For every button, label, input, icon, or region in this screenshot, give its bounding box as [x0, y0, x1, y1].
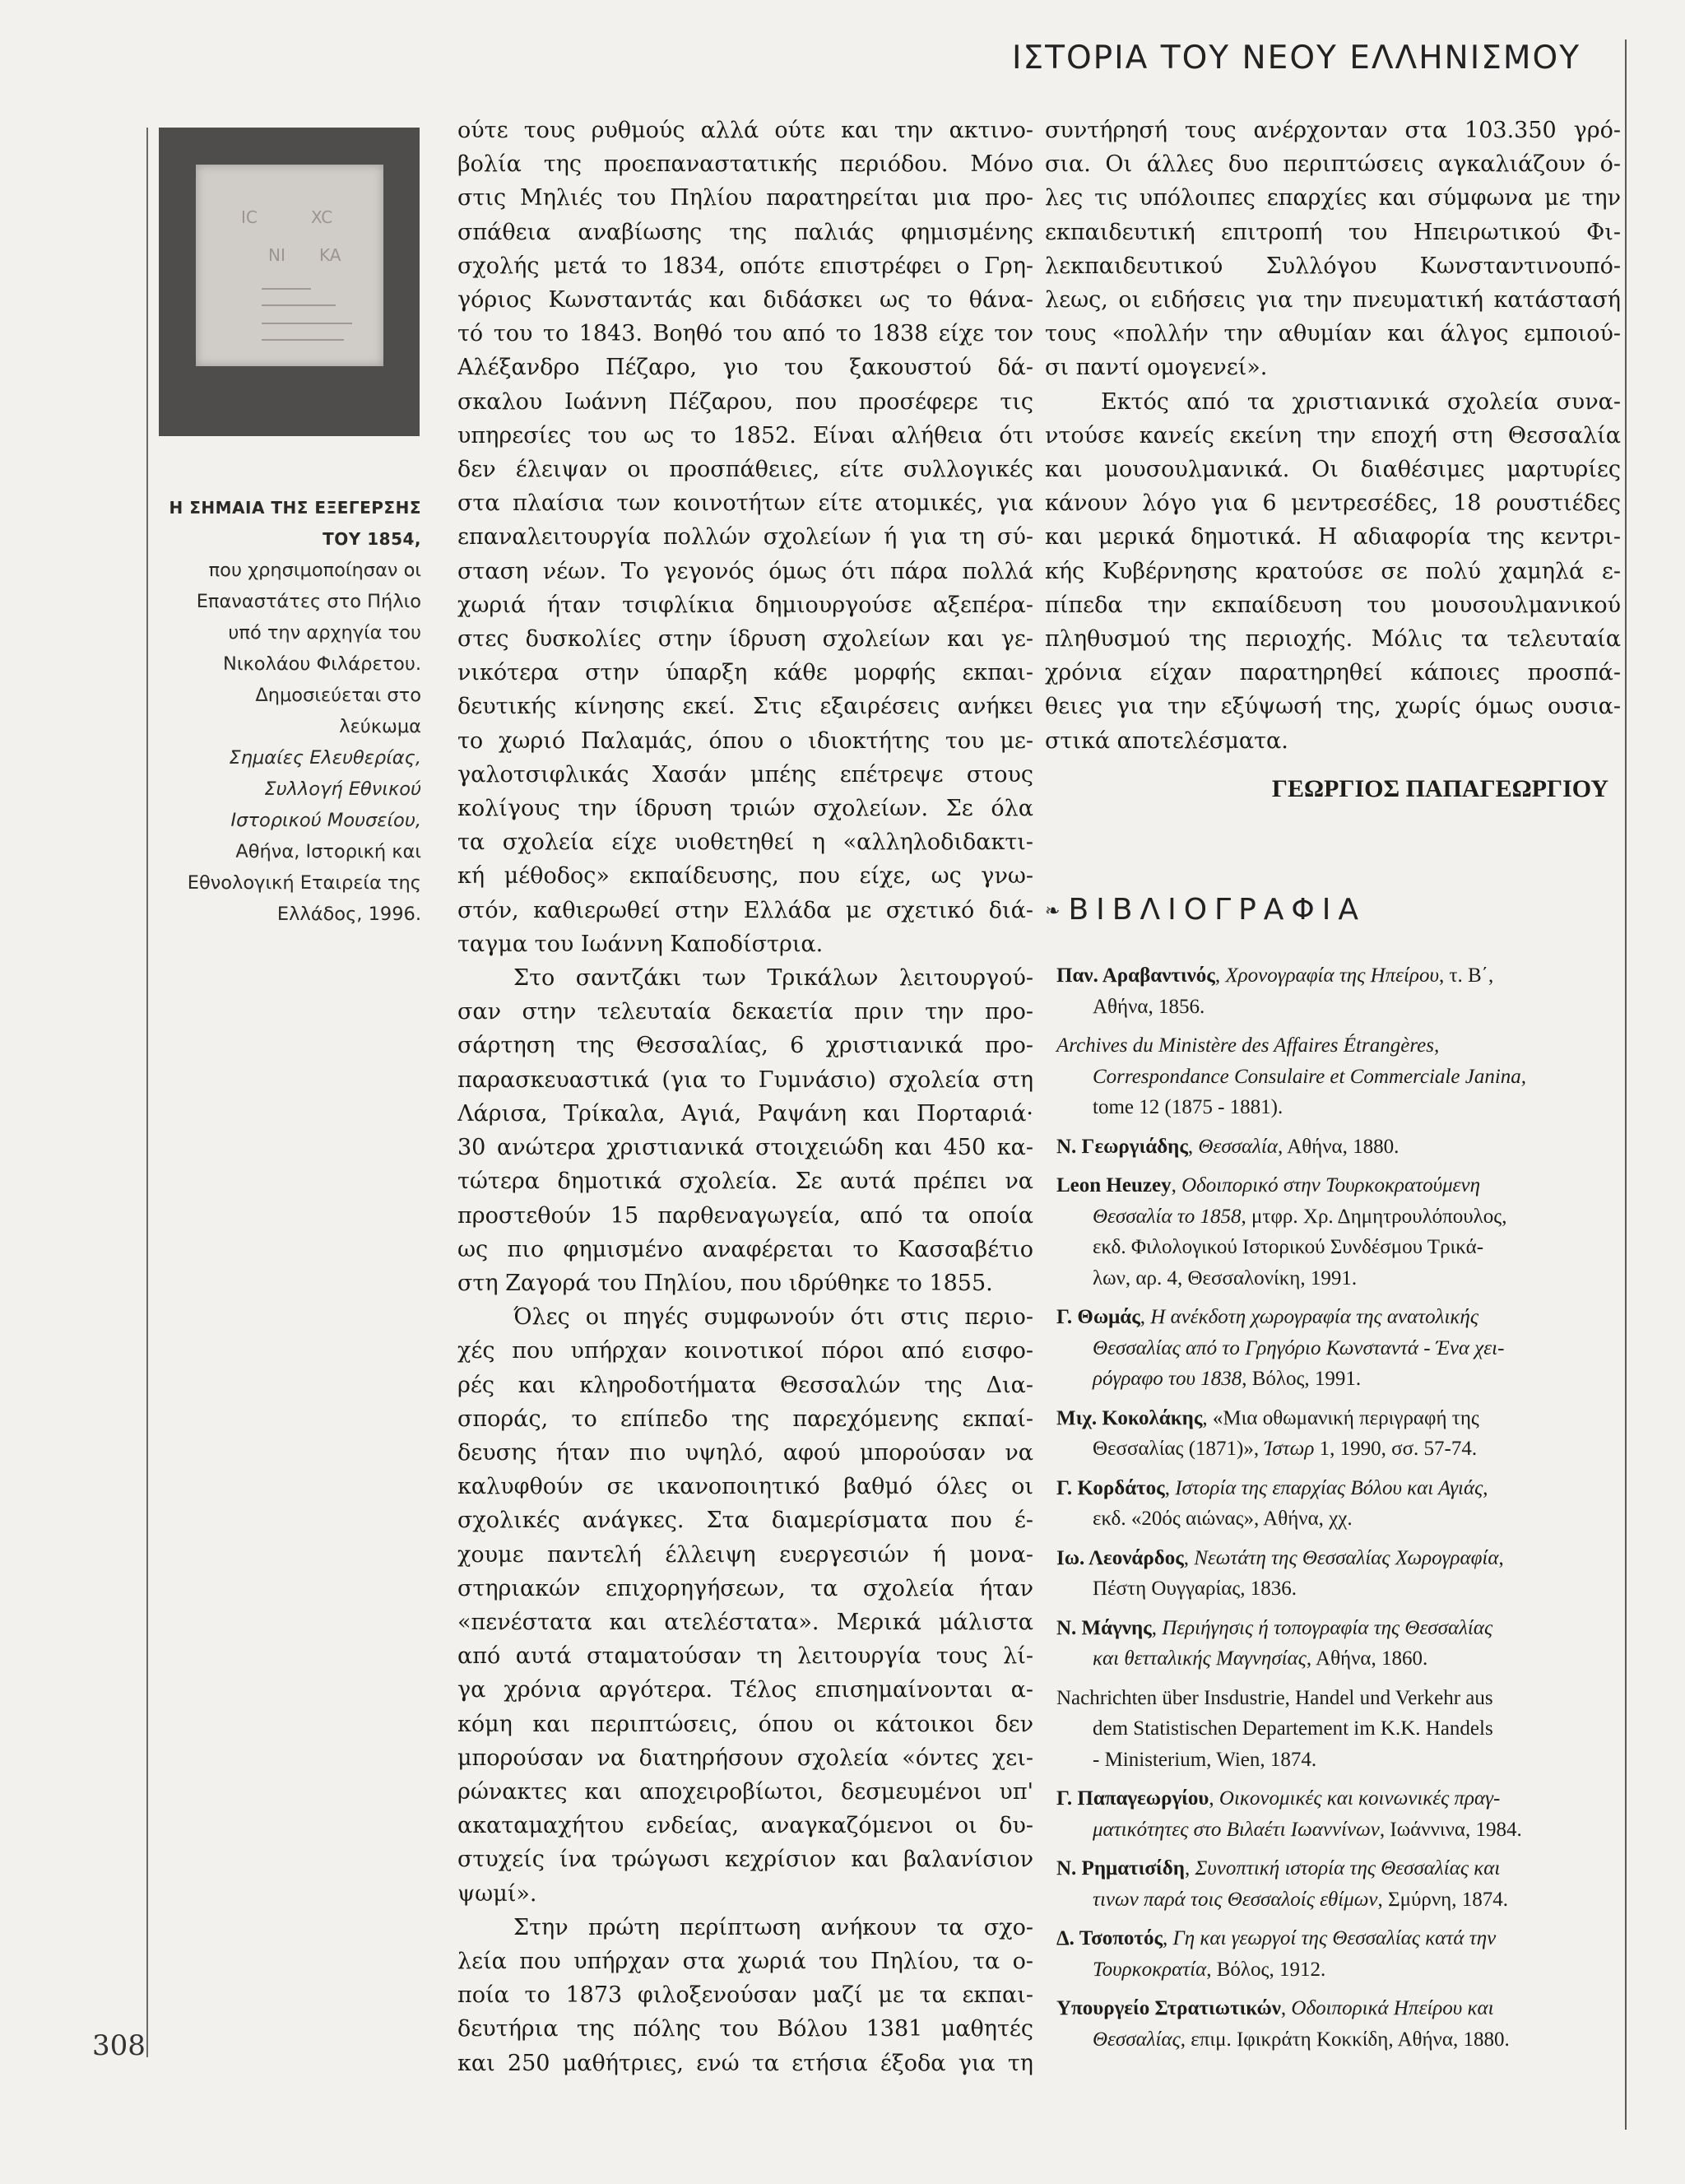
bibliography-list [1056, 960, 1616, 2063]
text-line: ταγμα του Ιωάννη Καποδίστρια. [457, 931, 824, 957]
text-line: εκπαιδευτική επιτροπή του Ηπειρωτικού Φι- [1045, 219, 1621, 245]
bibliography-text: , [1209, 1787, 1219, 1810]
page-number: 308 [92, 2029, 146, 2062]
text-line: κόμη και περιπτώσεις, όπου οι κάτοικοι δεν [457, 1711, 1033, 1737]
text-line: στικά αποτελέσματα. [1045, 727, 1288, 754]
bibliography-author: Ν. Μάγνης [1056, 1616, 1152, 1639]
bibliography-title: Ιστορία της επαρχίας Βόλου και Αγιάς [1175, 1476, 1483, 1499]
bibliography-entry [1056, 1783, 1616, 1845]
bibliography-text: , Βόλος, 1991. [1242, 1368, 1362, 1390]
bibliography-title: Ίστωρ [1264, 1438, 1315, 1460]
bibliography-title: Θεσσαλία [1198, 1135, 1279, 1158]
bibliography-line [1056, 1473, 1616, 1504]
text-line: δευτήρια της πόλης του Βόλου 1381 μαθητές [457, 2016, 1033, 2042]
bibliography-line [1056, 1201, 1616, 1233]
text-line: ρές και κληροδοτήματα Θεσσαλών της Δια- [457, 1372, 1033, 1398]
text-line: ρώνακτες και αποχειροβίωτοι, δεσμευμένοι υπ' [457, 1778, 1033, 1805]
text-line: γαλοτσιφλικάς Χασάν μπέης επέτρεψε στους [457, 761, 1033, 788]
text-line: τό του το 1843. Βοηθό του από το 1838 είχε τον [457, 321, 1033, 347]
bibliography-line [1056, 1954, 1616, 1986]
bibliography-text: Πέστη Ουγγαρίας, 1836. [1093, 1578, 1297, 1600]
text-column-middle [457, 114, 1033, 2080]
text-line: βολία της προεπαναστατικής περιόδου. Μόνο [457, 151, 1033, 178]
bibliography-line [1056, 1232, 1616, 1263]
text-line: στες δυσκολίες στην ίδρυση σχολείων και γε- [457, 626, 1033, 653]
text-line: λεκπαιδευτικού Συλλόγου Κωνσταντινουπό- [1045, 253, 1621, 279]
bibliography-line [1056, 1815, 1616, 1846]
bibliography-text: , [1140, 1306, 1151, 1328]
text-line: και 250 μαθήτριες, ενώ τα ετήσια έξοδα για τη [457, 2050, 1033, 2076]
bibliography-text: λων, αρ. 4, Θεσσαλονίκη, 1991. [1093, 1266, 1358, 1289]
bibliography-text: , [1187, 1135, 1199, 1158]
text-line: δευτικής κίνησης εκεί. Στις εξαιρέσεις ανήκει [457, 694, 1033, 720]
bibliography-entry [1056, 1170, 1616, 1294]
bibliography-title: Οικονομικές και κοινωνικές πραγ- [1218, 1787, 1501, 1810]
text-line: κάνουν λόγο για 6 μεντρεσέδες, 18 ρουστιέδες [1045, 490, 1621, 517]
caption-line: Δημοσιεύεται στο [255, 685, 421, 706]
bibliography-line [1056, 1503, 1616, 1535]
text-line: ούτε τους ρυθμούς αλλά ούτε και την ακτινο- [457, 118, 1033, 143]
text-line: σαν στην τελευταία δεκαετία πριν την προ- [457, 999, 1033, 1025]
caption-title-line: Η ΣΗΜΑΙΑ ΤΗΣ ΕΞΕΓΕΡΣΗΣ [169, 498, 421, 518]
text-line: θειες για την εξύψωσή της, χωρίς όμως ουσια- [1045, 694, 1621, 720]
bibliography-title: ματικότητες στο Βιλαέτι Ιωαννίνων [1093, 1818, 1380, 1841]
bibliography-line [1056, 1573, 1616, 1605]
text-line: σι παντί ομογενεί». [1045, 355, 1268, 381]
bibliography-text: εκδ. Φιλολογικού Ιστορικού Συνδέσμου Τρικά- [1093, 1236, 1484, 1258]
text-line: σχολικές ανάγκες. Στα διαμερίσματα που έ- [457, 1508, 1033, 1534]
bibliography-entry [1056, 1473, 1616, 1535]
caption-line: Σημαίες Ελευθερίας, [229, 747, 421, 769]
bibliography-line [1056, 1302, 1616, 1333]
text-line: τους «πολλήν την αθυμίαν και άλγος εμποιού- [1045, 321, 1621, 347]
text-line: σάρτηση της Θεσσαλίας, 6 χριστιανικά προ- [457, 1033, 1033, 1059]
bibliography-line [1056, 1613, 1616, 1644]
text-line: νικότερα στην ύπαρξη κάθε μορφής εκπαι- [457, 660, 1033, 686]
bibliography-text: dem Statistischen Departement im K.K. Handels [1093, 1717, 1493, 1740]
left-column-rule [146, 128, 148, 2057]
text-line: από αυτά σταματούσαν τη λειτουργία τους λί- [457, 1643, 1033, 1670]
bibliography-text: tome 12 (1875 - 1881). [1093, 1096, 1283, 1118]
bibliography-text: , [1183, 1546, 1195, 1569]
bibliography-title: Γη και γεωργοί της Θεσσαλίας κατά την [1172, 1927, 1497, 1949]
flag-image: IC XC NI KA [196, 165, 383, 366]
bibliography-line [1056, 1643, 1616, 1675]
bibliography-author: Γ. Κορδάτος [1056, 1476, 1165, 1499]
text-line: σκαλου Ιωάννη Πέζαρου, που προσέφερε τις [457, 388, 1033, 415]
bibliography-line [1056, 1333, 1616, 1364]
text-line: Στην πρώτη περίπτωση ανήκουν τα σχο- [513, 1914, 1033, 1940]
bibliography-line [1056, 1543, 1616, 1574]
bibliography-line [1056, 1062, 1616, 1093]
text-line: στηριακών επιχορηγήσεων, τα σχολεία ήταν [457, 1575, 1033, 1601]
bibliography-title: Archives du Ministère des Affaires Étrangères, [1056, 1034, 1440, 1057]
text-line: Λάρισα, Τρίκαλα, Αγιά, Ραψάνη και Πορταριά· [457, 1100, 1033, 1127]
bibliography-title: Περιήγησις ή τοπογραφία της Θεσσαλίας [1162, 1616, 1493, 1639]
bibliography-entry [1056, 1853, 1616, 1915]
bibliography-title: τινων παρά τοις Θεσσαλοίς εθίμων [1093, 1888, 1378, 1911]
figure-caption [165, 492, 421, 930]
text-line: λεως, οι ειδήσεις για την πνευματική κατάστασή [1045, 287, 1621, 314]
bibliography-text: - Ministerium, Wien, 1874. [1093, 1748, 1317, 1771]
bibliography-text: Αθήνα, 1856. [1093, 995, 1205, 1018]
bibliography-entry [1056, 1923, 1616, 1985]
bibliography-title: Οδοιπορικά Ηπείρου και [1291, 1997, 1494, 2019]
text-line: το χωριό Παλαμάς, όπου ο ιδιοκτήτης του με- [457, 727, 1033, 754]
text-line: κή μέθοδος» εκπαίδευσης, που είχε, ως γνω- [457, 863, 1033, 890]
bibliography-text: , [1214, 964, 1226, 987]
text-line: γόριος Κωνσταντάς και διδάσκει ως το θάνα- [457, 287, 1033, 314]
bibliography-entry [1056, 1302, 1616, 1395]
text-column-right [1045, 114, 1621, 758]
bibliography-line [1056, 1923, 1616, 1954]
bibliography-line [1056, 1364, 1616, 1395]
text-line: σπάθεια αναβίωσης της παλιάς φημισμένης [457, 219, 1033, 245]
bibliography-entry [1056, 1403, 1616, 1465]
caption-line: Ιστορικού Μουσείου, [230, 810, 421, 831]
caption-line: Αθήνα, Ιστορική και [235, 841, 421, 862]
bibliography-line [1056, 1434, 1616, 1465]
text-line: σια. Οι άλλες δυο περιπτώσεις αγκαλιάζουν ό- [1045, 151, 1621, 178]
author-signature: ΓΕΩΡΓΙΟΣ ΠΑΠΑΓΕΩΡΓΙΟΥ [1271, 775, 1608, 802]
bibliography-line [1056, 1783, 1616, 1815]
bibliography-text: , [1483, 1476, 1488, 1499]
text-line: μπορούσαν να διατηρήσουν σχολεία «όντες χει- [457, 1745, 1033, 1771]
bibliography-text: Nachrichten über Insdustrie, Handel und Verkehr aus [1056, 1686, 1493, 1709]
text-line: γα χρόνια αργότερα. Τέλος επισημαίνονται α- [457, 1677, 1033, 1703]
bibliography-title: Συνοπτική ιστορία της Θεσσαλίας και [1195, 1857, 1501, 1880]
bibliography-text: , επιμ. Ιφικράτη Κοκκίδη, Αθήνα, 1880. [1180, 2028, 1510, 2051]
bibliography-line [1056, 1131, 1616, 1163]
bibliography-title: Οδοιπορικό στην Τουρκοκρατούμενη [1181, 1174, 1480, 1197]
bibliography-title: και θετταλικής Μαγνησίας [1093, 1647, 1307, 1670]
flag-photo [159, 128, 420, 436]
caption-title-line: ΤΟΥ 1854, [323, 529, 421, 549]
bullet-icon: ❧ [1045, 900, 1061, 922]
bibliography-text: , [1498, 1546, 1504, 1569]
bibliography-author: Υπουργείο Στρατιωτικών [1056, 1997, 1281, 2019]
bibliography-line [1056, 1403, 1616, 1434]
text-line: πίπεδα την εκπαίδευση του μουσουλμανικού [1045, 592, 1621, 618]
caption-line: Εθνολογική Εταιρεία της [187, 872, 421, 894]
bibliography-author: Ιω. Λεονάρδος [1056, 1546, 1184, 1569]
bibliography-text: 1, 1990, σσ. 57-74. [1314, 1438, 1478, 1460]
bibliography-entry [1056, 960, 1616, 1022]
bibliography-text: , Σμύρνη, 1874. [1377, 1888, 1508, 1911]
bibliography-text: , «Μια οθωμανική περιγραφή της [1202, 1406, 1479, 1429]
text-line: χωριά ήταν τσιφλίκια δημιουργούσε αξεπέρα- [457, 592, 1033, 618]
caption-line: που χρησιμοποίησαν οι [208, 560, 421, 581]
text-line: χρόνια είχαν παρατηρηθεί κάποιες προσπά- [1045, 660, 1621, 686]
bibliography-line [1056, 1884, 1616, 1916]
bibliography-author: Γ. Θωμάς [1056, 1306, 1140, 1328]
bibliography-line [1056, 1092, 1616, 1123]
text-line: Εκτός από τα χριστιανικά σχολεία συνα- [1101, 388, 1621, 415]
bibliography-title: Χρονογραφία της Ηπείρου [1225, 964, 1439, 987]
bibliography-title: Θεσσαλία το 1858 [1093, 1205, 1242, 1228]
caption-line: Επαναστάτες στο Πήλιο [196, 591, 421, 612]
bibliography-entry [1056, 1993, 1616, 2055]
text-line: Όλες οι πηγές συμφωνούν ότι στις περιο- [513, 1304, 1033, 1331]
bibliography-text: , [1280, 1997, 1292, 2019]
bibliography-author: Γ. Παπαγεωργίου [1056, 1787, 1209, 1810]
text-line: πληθυσμού της περιοχής. Μόλις τα τελευταία [1045, 626, 1621, 653]
bibliography-author: Ν. Γεωργιάδης [1056, 1135, 1188, 1158]
bibliography-entry [1056, 1613, 1616, 1675]
bibliography-text: , [1151, 1616, 1163, 1639]
text-line: κής Κυβέρνησης κρατούσε σε πολύ χαμηλά ε- [1045, 558, 1621, 584]
bibliography-title: Correspondance Consulaire et Commerciale Janina, [1093, 1065, 1527, 1088]
bibliography-entry [1056, 1543, 1616, 1605]
bibliography-author: Παν. Αραβαντινός [1056, 964, 1215, 987]
bibliography-text: , Αθήνα, 1860. [1306, 1647, 1428, 1670]
bibliography-line [1056, 2024, 1616, 2056]
text-line: προστεθούν 15 παρθεναγωγεία, από τα οποία [457, 1202, 1033, 1229]
text-line: 30 ανώτερα χριστιανικά στοιχειώδη και 450 κα- [457, 1135, 1033, 1161]
text-line: στυχείς ίνα τρώγωσι κεχρίσιον και βαλανίσιον [457, 1847, 1033, 1873]
text-line: κολίγους την ίδρυση τριών σχολείων. Σε όλα [457, 796, 1033, 822]
bibliography-text: , μτφρ. Χρ. Δημητρουλόπουλος, [1241, 1205, 1507, 1228]
text-line: ψωμί». [457, 1880, 537, 1907]
text-line: Στο σαντζάκι των Τρικάλων λειτουργού- [513, 965, 1033, 992]
text-line: τα σχολεία είχε υιοθετηθεί η «αλληλοδιδακτι- [457, 829, 1033, 856]
text-line: λες τις υπόλοιπες επαρχίες και σύμφωνα με την [1045, 185, 1621, 211]
bibliography-text: Θεσσαλίας (1871)», [1093, 1438, 1265, 1460]
text-line: σποράς, το επίπεδο της παρεχόμενης εκπαί- [457, 1406, 1033, 1432]
text-line: παρασκευαστικά (για το Γυμνάσιο) σχολεία στη [457, 1066, 1033, 1093]
text-line: σχολής μετά το 1834, οπότε επιστρέφει ο Γρη- [457, 253, 1033, 279]
bibliography-heading [1045, 893, 1366, 927]
caption-line: Νικολάου Φιλάρετου. [223, 653, 421, 675]
bibliography-line [1056, 1030, 1616, 1062]
bibliography-entry [1056, 1683, 1616, 1776]
text-line: ως πιο φημισμένο αναφέρεται το Κασσαβέτιο [457, 1236, 1033, 1262]
text-line: ποία το 1873 φιλοξενούσαν μαζί με τα εκπαι- [457, 1982, 1033, 2009]
bibliography-line [1056, 1745, 1616, 1776]
bibliography-line [1056, 960, 1616, 992]
text-line: λεία που υπήρχαν στα χωριά του Πηλίου, τα ο- [457, 1948, 1033, 1974]
text-line: δευσης ήταν πιο υψηλό, αφού μπορούσαν να [457, 1439, 1033, 1466]
bibliography-line [1056, 1683, 1616, 1714]
text-line: καλυφθούν σε ικανοποιητικό βαθμό όλες οι [457, 1474, 1033, 1500]
text-line: ντούσε κανείς εκείνη την εποχή στη Θεσσαλία [1045, 422, 1621, 448]
bibliography-author: Leon Heuzey [1056, 1174, 1172, 1197]
text-line: στόν, καθιερωθεί στην Ελλάδα με σχετικό διά- [457, 897, 1033, 923]
text-line: Αλέξανδρο Πέζαρο, γιο του ξακουστού δά- [457, 355, 1033, 381]
bibliography-text: , [1164, 1476, 1176, 1499]
text-line: χές που υπήρχαν κοινοτικοί πόροι από εισφο- [457, 1338, 1033, 1364]
text-line: χουμε παντελή έλλειψη ευεργεσιών ή μονα- [457, 1541, 1033, 1568]
text-line: ακαταμαχήτου ενδείας, αναγκαζόμενοι οι δυ- [457, 1813, 1033, 1839]
caption-line: Ελλάδος, 1996. [276, 904, 421, 925]
bibliography-heading-text: ΒΙΒΛΙΟΓΡΑΦΙΑ [1068, 893, 1367, 927]
text-line: και μουσουλμανικά. Οι διαθέσιμες μαρτυρίες [1045, 457, 1621, 483]
text-line: δεν έλειψαν οι προσπάθειες, είτε συλλογικές [457, 457, 1033, 483]
caption-line: υπό την αρχηγία του [228, 622, 421, 644]
bibliography-line [1056, 1713, 1616, 1745]
text-line: υπηρεσίες του ως το 1852. Είναι αλήθεια ότι [457, 422, 1033, 448]
bibliography-author: Ν. Ρηματισίδη [1056, 1857, 1185, 1880]
bibliography-title: Η ανέκδοτη χωρογραφία της ανατολικής [1150, 1306, 1478, 1328]
bibliography-text: εκδ. «20ός αιώνας», Αθήνα, χχ. [1093, 1508, 1353, 1530]
bibliography-text: , [1163, 1927, 1173, 1949]
bibliography-line [1056, 992, 1616, 1023]
bibliography-author: Μιχ. Κοκολάκης [1056, 1406, 1203, 1429]
bibliography-entry [1056, 1131, 1616, 1163]
bibliography-title: Νεωτάτη της Θεσσαλίας Χωρογραφία [1194, 1546, 1499, 1569]
text-line: στις Μηλιές του Πηλίου παρατηρείται μια προ- [457, 185, 1033, 211]
right-column-rule [1625, 39, 1627, 2130]
bibliography-text: , Βόλος, 1912. [1206, 1958, 1326, 1981]
text-line: στη Ζαγορά του Πηλίου, που ιδρύθηκε το 1855. [457, 1270, 993, 1296]
caption-line: Συλλογή Εθνικού [264, 778, 421, 800]
bibliography-title: Τουρκοκρατία [1093, 1958, 1207, 1981]
bibliography-title: Θεσσαλίας από το Γρηγόριο Κωνσταντά - Ένα χει- [1093, 1336, 1505, 1359]
caption-line: λεύκωμα [339, 716, 421, 737]
text-line: τώτερα δημοτικά σχολεία. Σε αυτά πρέπει να [457, 1169, 1033, 1195]
bibliography-entry [1056, 1030, 1616, 1123]
text-line: συντήρησή τους ανέρχονταν στα 103.350 γρό- [1045, 118, 1621, 143]
bibliography-line [1056, 1993, 1616, 2024]
running-header: ΙΣΤΟΡΙΑ ΤΟΥ ΝΕΟΥ ΕΛΛΗΝΙΣΜΟΥ [1012, 39, 1581, 77]
bibliography-text: , Ιωάννινα, 1984. [1379, 1818, 1522, 1841]
bibliography-text: , Αθήνα, 1880. [1278, 1135, 1400, 1158]
bibliography-line [1056, 1853, 1616, 1884]
text-line: «πενέστατα και ατελέστατα». Μερικά μάλιστα [457, 1609, 1033, 1635]
bibliography-line [1056, 1263, 1616, 1294]
bibliography-title: Θεσσαλίας [1093, 2028, 1181, 2051]
text-line: και μερικά δημοτικά. Η αδιαφορία της κεντρι- [1045, 524, 1621, 551]
bibliography-text: , [1184, 1857, 1195, 1880]
bibliography-line [1056, 1170, 1616, 1201]
bibliography-text: , τ. Β΄, [1438, 964, 1494, 987]
text-line: στα πλαίσια των κοινοτήτων είτε ατομικές, για [457, 490, 1033, 517]
bibliography-title: ρόγραφο του 1838 [1093, 1368, 1242, 1390]
text-line: επαναλειτουργία πολλών σχολείων ή για τη σύ- [457, 524, 1033, 551]
text-line: σταση νέων. Το γεγονός όμως ότι πάρα πολλά [457, 558, 1033, 584]
bibliography-author: Δ. Τσοποτός [1056, 1927, 1163, 1949]
bibliography-text: , [1171, 1174, 1182, 1197]
